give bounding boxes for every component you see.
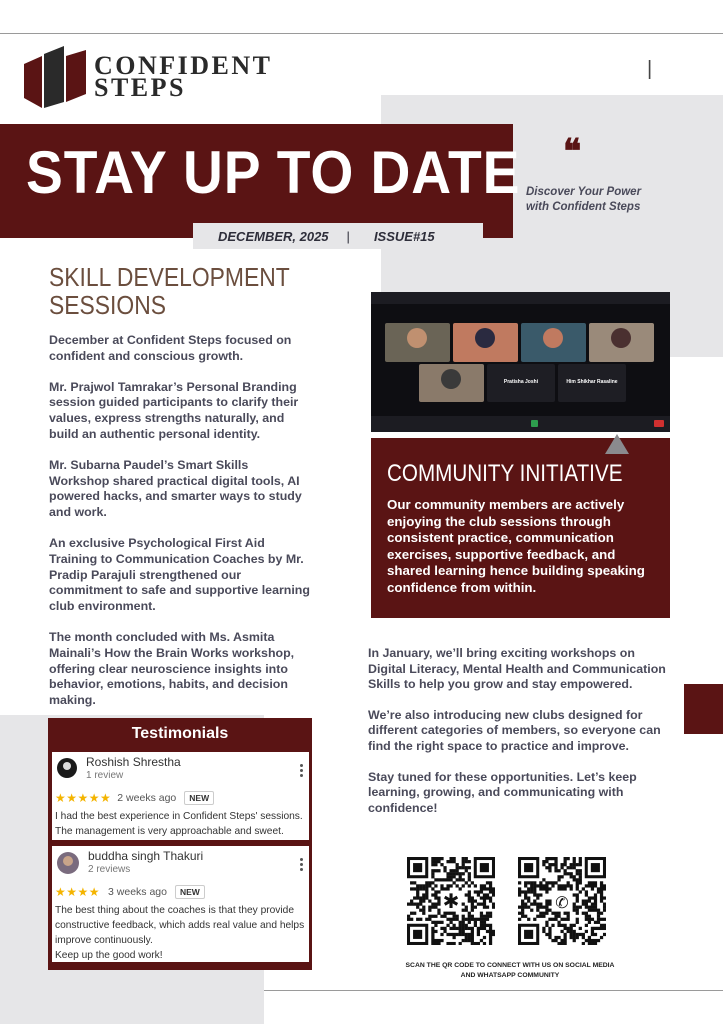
reviewer-name: Roshish Shrestha	[86, 755, 181, 769]
review-text-extra: Keep up the good work!	[55, 950, 163, 961]
quote-line1: Discover Your Power	[526, 186, 642, 198]
upcoming-section	[368, 646, 670, 831]
qr-caption-line1: SCAN THE QR CODE TO CONNECT WITH US ON SOCIAL MEDIA	[405, 962, 615, 969]
participant-tile	[385, 323, 450, 362]
review-card	[52, 752, 309, 840]
skill-section-body	[49, 333, 311, 724]
edge-accent-block	[684, 684, 723, 734]
qr-code-social[interactable]	[407, 857, 495, 945]
asterisk-icon: ✱	[442, 889, 460, 913]
issue-date: DECEMBER, 2025	[218, 228, 329, 244]
community-text: Our community members are actively enjoying the club sessions through consistent practice, communication exercises, supportive feedback, and shared learning hence building speaking confidence from within.	[387, 497, 645, 595]
community-title: COMMUNITY INITIATIVE	[387, 460, 623, 487]
qr-code-whatsapp[interactable]	[518, 857, 606, 945]
brand-name-line1: CONFIDENT	[94, 51, 273, 80]
participant-tile	[589, 323, 654, 362]
skill-section-title-line1: SKILL DEVELOPMENT	[49, 262, 290, 292]
brand-name-line2: STEPS	[94, 73, 186, 102]
reviewer-review-count: 1 review	[86, 770, 124, 781]
participant-tile	[521, 323, 586, 362]
testimonials-title: Testimonials	[131, 725, 229, 742]
skill-section-title-line2: SESSIONS	[49, 290, 166, 320]
share-button[interactable]	[531, 420, 538, 427]
avatar	[57, 758, 77, 778]
skill-paragraph: Mr. Prajwol Tamrakar’s Personal Branding session guided participants to clarify their values, express strengths naturally, and build an authentic personal identity.	[49, 379, 299, 441]
issue-bar	[193, 223, 483, 249]
issue-divider: |	[346, 228, 350, 244]
new-badge: NEW	[175, 885, 205, 899]
quote-mark-icon: ❝	[563, 133, 582, 171]
panel-notch-icon	[605, 434, 629, 454]
avatar	[57, 852, 79, 874]
quote-line2: with Confident Steps	[526, 201, 641, 213]
participant-tile	[453, 323, 518, 362]
banner-title: STAY UP TO DATE	[26, 139, 521, 206]
leave-button[interactable]	[654, 420, 664, 427]
header-separator: |	[647, 58, 653, 80]
whatsapp-icon: ✆	[555, 893, 569, 912]
meeting-screenshot	[371, 292, 670, 432]
review-time: 3 weeks ago	[108, 886, 167, 898]
issue-number: ISSUE#15	[373, 228, 435, 244]
skill-paragraph: December at Confident Steps focused on confident and conscious growth.	[49, 333, 292, 363]
review-card	[52, 846, 309, 962]
participant-name: Him Shikhar Rasaline	[566, 379, 618, 385]
reviewer-review-count: 2 reviews	[88, 864, 131, 875]
upcoming-paragraph: In January, we’ll bring exciting workshops on Digital Literacy, Mental Health and Communication Skills to help you grow and stay empowered.	[368, 646, 666, 692]
upcoming-paragraph: Stay tuned for these opportunities. Let’s keep learning, growing, and communicating with confidence!	[368, 769, 637, 815]
logo-mark-icon	[24, 46, 88, 108]
reviewer-name: buddha singh Thakuri	[88, 849, 204, 863]
qr-caption-line2: AND WHATSAPP COMMUNITY	[460, 972, 560, 979]
new-badge: NEW	[184, 791, 214, 805]
skill-paragraph: The month concluded with Ms. Asmita Mainali’s How the Brain Works workshop, offering clear neuroscience insights into behavior, emotions, habits, and decision making.	[49, 629, 295, 708]
review-text: I had the best experience in Confident Steps' sessions. The management is very approachable and sweet.	[55, 811, 303, 837]
skill-paragraph: Mr. Subarna Paudel’s Smart Skills Workshop shared practical digital tools, AI powered hacks, and smarter ways to study and work.	[49, 457, 302, 520]
upcoming-paragraph: We’re also introducing new clubs designed for different categories of members, so everyone can find the right space to practice and improve.	[368, 707, 661, 753]
participant-tile	[487, 364, 555, 402]
brand-logo	[24, 46, 88, 108]
more-options-icon[interactable]	[300, 858, 304, 873]
skill-paragraph: An exclusive Psychological First Aid Training to Communication Coaches by Mr. Pradip Parajuli strengthened our commitment to safe and supportive learning club environment.	[49, 535, 310, 614]
top-rule	[0, 33, 723, 34]
star-rating: ★★★★★	[55, 791, 112, 805]
participant-tile	[419, 364, 484, 402]
participant-tile	[558, 364, 626, 402]
participant-name: Pratisha Joshi	[503, 379, 539, 385]
star-rating: ★★★★	[55, 885, 101, 899]
review-text: The best thing about the coaches is that they provide constructive feedback, which adds real value and helps improve continuously.	[55, 905, 305, 946]
review-time: 2 weeks ago	[117, 792, 177, 804]
more-options-icon[interactable]	[300, 764, 304, 779]
